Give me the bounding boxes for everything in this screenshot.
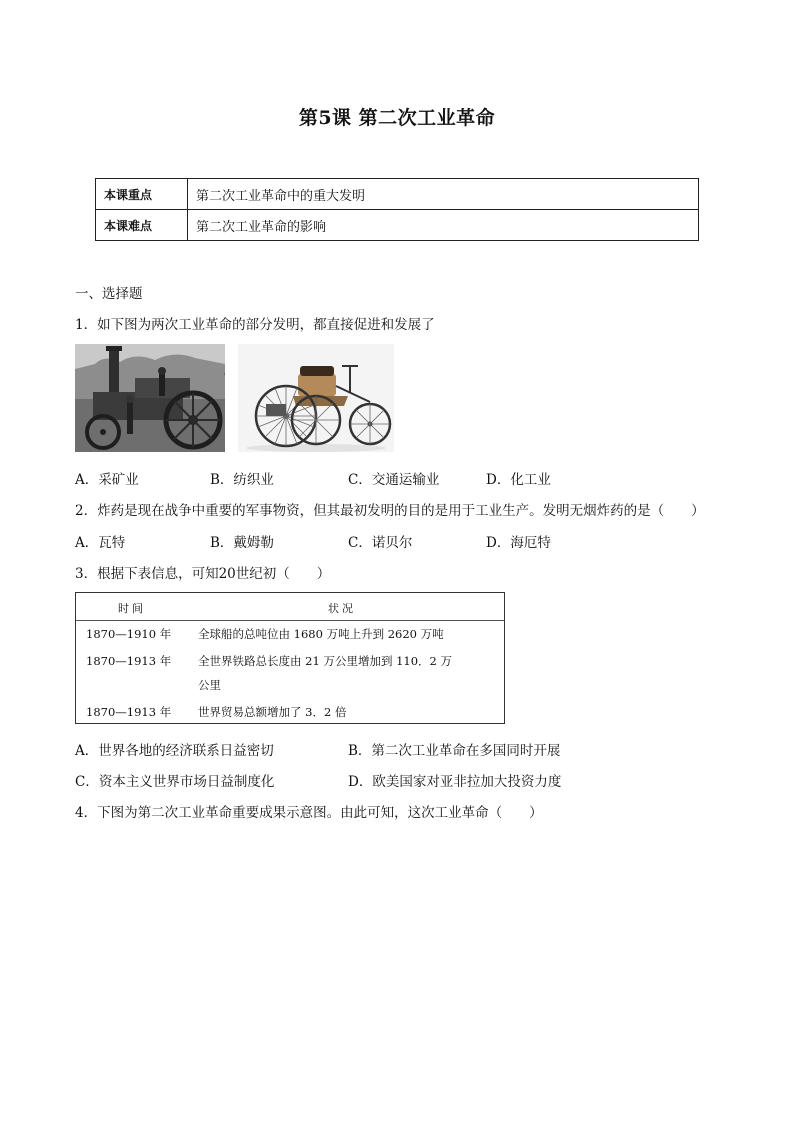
table-cell-time: 1870—1910 年 — [86, 627, 172, 641]
steam-tractor-photo — [75, 344, 225, 452]
question-1-option-d[interactable]: D．化工业 — [486, 472, 551, 488]
question-2-option-d[interactable]: D．海厄特 — [486, 535, 551, 551]
question-2-stem: 2．炸药是现在战争中重要的军事物资，但其最初发明的目的是用于工业生产。发明无烟炸药的是（ ） — [75, 503, 705, 519]
question-3-option-c[interactable]: C．资本主义世界市场日益制度化 — [75, 774, 275, 790]
table-cell-status: 全世界铁路总长度由 21 万公里增加到 110．2 万 — [198, 654, 453, 668]
question-2-option-c[interactable]: C．诺贝尔 — [348, 535, 413, 551]
question-2-option-a[interactable]: A．瓦特 — [75, 535, 126, 551]
statistics-table — [75, 592, 505, 724]
question-1-option-b[interactable]: B．纺织业 — [210, 472, 274, 488]
question-2-option-b[interactable]: B．戴姆勒 — [210, 535, 274, 551]
table-cell-status: 世界贸易总额增加了 3．2 倍 — [198, 705, 347, 719]
page-title: 第5课 第二次工业革命 — [298, 107, 496, 129]
info-key: 本课难点 — [96, 210, 188, 241]
question-3-stem: 3．根据下表信息，可知20世纪初（ ） — [75, 566, 331, 582]
info-value: 第二次工业革命中的重大发明 — [188, 179, 699, 210]
question-1-stem: 1．如下图为两次工业革命的部分发明，都直接促进和发展了 — [75, 317, 435, 333]
info-value: 第二次工业革命的影响 — [188, 210, 699, 241]
lesson-info-table — [95, 178, 699, 241]
info-key: 本课重点 — [96, 179, 188, 210]
section-heading: 一、选择题 — [75, 286, 143, 302]
question-4-stem: 4．下图为第二次工业革命重要成果示意图。由此可知，这次工业革命（ ） — [75, 805, 543, 821]
question-3-option-d[interactable]: D．欧美国家对亚非拉加大投资力度 — [348, 774, 562, 790]
table-header — [76, 593, 504, 621]
table-cell-status: 公里 — [198, 678, 221, 692]
column-header-time: 时间 — [118, 602, 146, 615]
table-cell-status: 全球船的总吨位由 1680 万吨上升到 2620 万吨 — [198, 627, 444, 641]
benz-motorwagen-photo — [238, 344, 394, 452]
column-header-status: 状况 — [328, 602, 356, 615]
question-1-option-c[interactable]: C．交通运输业 — [348, 472, 440, 488]
table-cell-time: 1870—1913 年 — [86, 705, 172, 719]
question-3-option-a[interactable]: A．世界各地的经济联系日益密切 — [75, 743, 274, 759]
question-1-option-a[interactable]: A．采矿业 — [75, 472, 139, 488]
table-row — [96, 179, 699, 210]
table-row — [96, 210, 699, 241]
table-cell-time: 1870—1913 年 — [86, 654, 172, 668]
question-3-option-b[interactable]: B．第二次工业革命在多国同时开展 — [348, 743, 561, 759]
